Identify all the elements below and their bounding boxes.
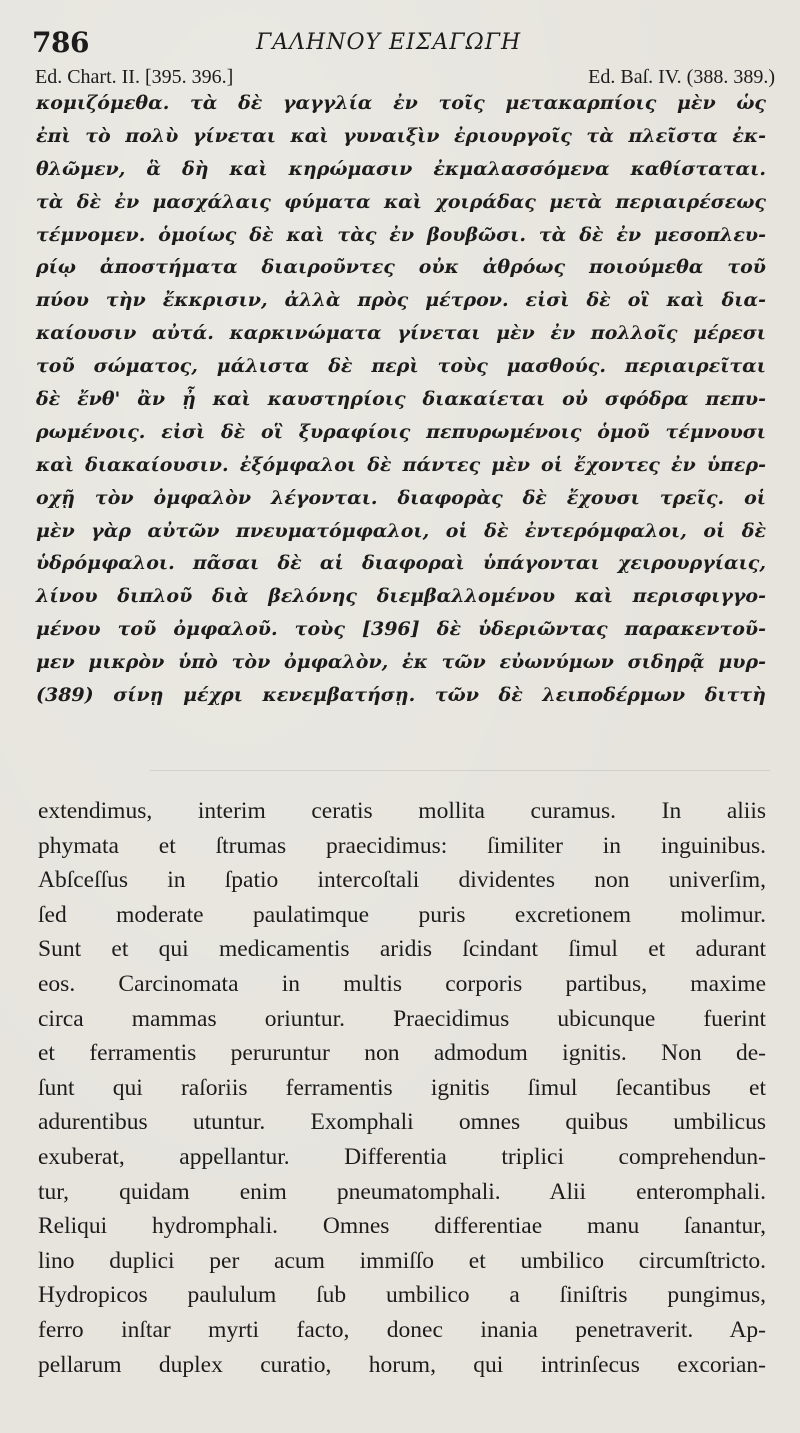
- latin-text-block: [38, 800, 766, 1388]
- latin-line: ſunt qui raſoriis ferramentis ignitis ſimul ſecantibus et: [38, 1074, 766, 1101]
- greek-line: θλῶμεν, ἃ δὴ καὶ κηρώμασιν ἐκμαλασσόμενα καθίσταται.: [36, 157, 766, 180]
- greek-line: μεν μικρὸν ὑπὸ τὸν ὀμφαλὸν, ἐκ τῶν εὐωνύμων σιδηρᾷ μυρ-: [36, 651, 766, 674]
- latin-line: adurentibus utuntur. Exomphali omnes quibus umbilicus: [38, 1109, 766, 1136]
- latin-line: et ferramentis peruruntur non admodum ignitis. Non de-: [38, 1040, 766, 1067]
- greek-line: κομιζόμεθα. τὰ δὲ γαγγλία ἐν τοῖς μετακαρπίοις μὲν ὡς: [36, 92, 766, 114]
- section-divider: [150, 770, 770, 771]
- greek-text-block: [36, 94, 766, 719]
- greek-line: τέμνομεν. ὁμοίως δὲ καὶ τὰς ἐν βουβῶσι. τὰ δὲ ἐν μεσοπλευ-: [36, 223, 766, 246]
- latin-line: exuberat, appellantur. Differentia triplici comprehendun-: [38, 1143, 766, 1170]
- latin-line: eos. Carcinomata in multis corporis partibus, maxime: [38, 970, 766, 997]
- page-number: 786: [32, 26, 89, 59]
- greek-line: (389) σίνῃ μέχρι κενεμβατήσῃ. τῶν δὲ λειποδέρμων διττὴ: [36, 684, 766, 707]
- greek-line: ἐπὶ τὸ πολὺ γίνεται καὶ γυναιξὶν ἐριουργοῖς τὰ πλεῖστα ἐκ-: [36, 124, 766, 147]
- greek-line: δὲ ἔνθ' ἂν ᾖ καὶ καυστηρίοις διακαίεται οὐ σφόδρα πεπυ-: [36, 388, 766, 411]
- latin-line: Sunt et qui medicamentis aridis ſcindant ſimul et adurant: [38, 936, 766, 963]
- greek-line: μὲν γὰρ αὐτῶν πνευματόμφαλοι, οἱ δὲ ἐντερόμφαλοι, οἱ δὲ: [36, 519, 766, 542]
- greek-line: οχῇ τὸν ὀμφαλὸν λέγονται. διαφορὰς δὲ ἔχουσι τρεῖς. οἱ: [36, 486, 766, 509]
- greek-line: καίουσιν αὐτά. καρκινώματα γίνεται μὲν ἐν πολλοῖς μέρεσι: [36, 322, 766, 345]
- greek-line: τὰ δὲ ἐν μασχάλαις φύματα καὶ χοιράδας μετὰ περιαιρέσεως: [36, 190, 766, 213]
- greek-line: ὑδρόμφαλοι. πᾶσαι δὲ αἱ διαφοραὶ ὑπάγονται χειρουργίαις,: [36, 552, 766, 575]
- latin-line: tur, quidam enim pneumatomphali. Alii enteromphali.: [38, 1178, 766, 1205]
- latin-line: Hydropicos paululum ſub umbilico a ſiniſtris pungimus,: [38, 1282, 766, 1309]
- latin-line: circa mammas oriuntur. Praecidimus ubicunque fuerint: [38, 1005, 766, 1032]
- latin-line: pellarum duplex curatio, horum, qui intrinſecus excorian-: [38, 1351, 766, 1378]
- edition-chart-reference: Ed. Chart. II. [395. 396.]: [35, 66, 234, 88]
- latin-line: phymata et ſtrumas praecidimus: ſimiliter in inguinibus.: [38, 832, 766, 859]
- page-header: [32, 26, 774, 66]
- edition-references: [35, 66, 775, 92]
- greek-line: τοῦ σώματος, μάλιστα δὲ περὶ τοὺς μασθούς. περιαιρεῖται: [36, 355, 766, 378]
- latin-line: Abſceſſus in ſpatio intercoſtali dividentes non univerſim,: [38, 867, 766, 894]
- greek-line: λίνου διπλοῦ διὰ βελόνης διεμβαλλομένου καὶ περισφιγγο-: [36, 585, 766, 608]
- edition-basel-reference: Ed. Baſ. IV. (388. 389.): [588, 66, 775, 88]
- latin-line: Reliqui hydromphali. Omnes differentiae manu ſanantur,: [38, 1213, 766, 1240]
- latin-line: lino duplici per acum immiſſo et umbilico circumſtricto.: [38, 1247, 766, 1274]
- greek-line: ρίῳ ἀποστήματα διαιροῦντες οὐκ ἀθρόως ποιούμεθα τοῦ: [36, 256, 766, 279]
- greek-line: πύου τὴν ἔκκρισιν, ἀλλὰ πρὸς μέτρον. εἰσὶ δὲ οἳ καὶ δια-: [36, 289, 766, 312]
- running-title: ΓΑΛΗΝΟΥ ΕΙΣΑΓΩΓΗ: [256, 30, 522, 55]
- greek-line: ρωμένοις. εἰσὶ δὲ οἳ ξυραφίοις πεπυρωμένοις ὁμοῦ τέμνουσι: [36, 420, 766, 443]
- greek-line: μένου τοῦ ὀμφαλοῦ. τοὺς [396] δὲ ὑδεριῶντας παρακεντοῦ-: [36, 618, 766, 641]
- greek-line: καὶ διακαίουσιν. ἐξόμφαλοι δὲ πάντες μὲν οἱ ἔχοντες ἐν ὑπερ-: [36, 453, 766, 476]
- latin-line: ſed moderate paulatimque puris excretionem molimur.: [38, 901, 766, 928]
- latin-line: ferro inſtar myrti facto, donec inania penetraverit. Ap-: [38, 1316, 766, 1343]
- latin-line: extendimus, interim ceratis mollita curamus. In aliis: [38, 798, 766, 824]
